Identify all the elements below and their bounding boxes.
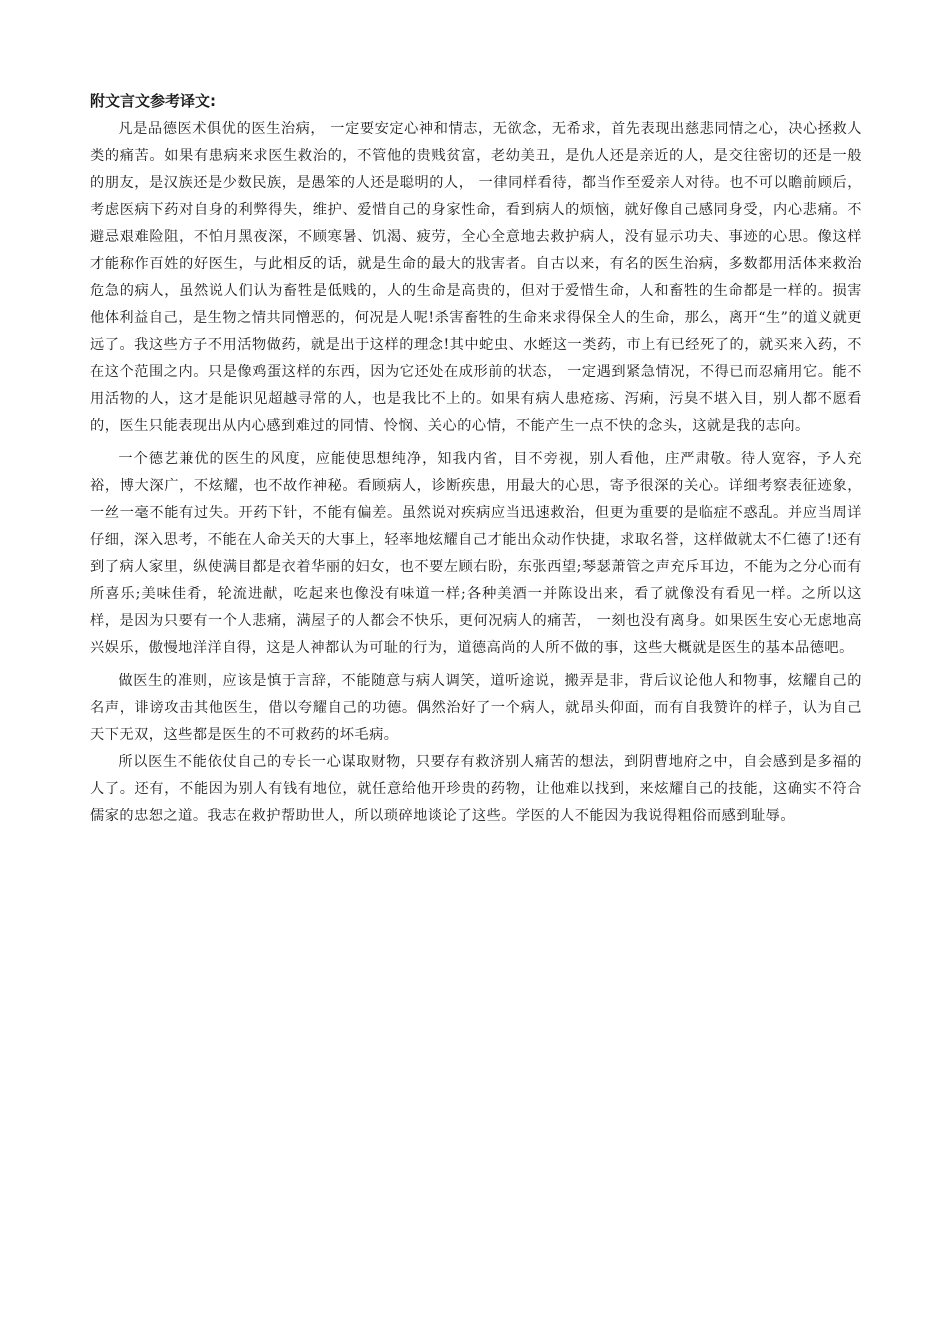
section-heading: 附文言文参考译文: bbox=[90, 92, 216, 110]
document-page bbox=[90, 88, 862, 836]
paragraph-2: 一个德艺兼优的医生的风度，应能使思想纯净，知我内省，目不旁视，别人看他，庄严肃敬。待人宽容，予人充裕，博大深广，不炫耀，也不故作神秘。看顾病人，诊断疾患，用最大的心思，寄予很深的关心。详细考察表征迹象， 一丝一毫不能有过失。开药下针，不能有偏差。虽然说对疾病应当迅速救治，但更为重要的是临症不惑乱。并应当周详仔细，深入思考，不能在人命关天的大事上，轻率地炫耀自己才能出众动作快捷，求取名誉，这样做就太不仁德了!还有到了病人家里，纵使满目都是衣着华丽的妇女，也不要左顾右盼，东张西望;琴瑟萧管之声充斥耳边，不能为之分心而有所喜乐;美味佳肴，轮流进献，吃起来也像没有味道一样;各种美酒一并陈设出来，看了就像没有看见一样。之所以这样，是因为只要有一个人悲痛，满屋子的人都会不快乐，更何况病人的痛苦， 一刻也没有离身。如果医生安心无虑地高兴娱乐，傲慢地洋洋自得，这是人神都认为可耻的行为，道德高尚的人所不做的事，这些大概就是医生的基本品德吧。 bbox=[90, 451, 862, 656]
paragraph-4: 所以医生不能依仗自己的专长一心谋取财物，只要存有救济别人痛苦的想法，到阴曹地府之中，自会感到是多福的人了。还有，不能因为别人有钱有地位，就任意给他开珍贵的药物，让他难以找到，来炫耀自己的技能，这确实不符合儒家的忠恕之道。我志在救护帮助世人，所以琐碎地谈论了这些。学医的人不能因为我说得粗俗而感到耻辱。 bbox=[90, 754, 862, 824]
paragraph-1: 凡是品德医术俱优的医生治病， 一定要安定心神和情志，无欲念，无希求，首先表现出慈悲同情之心，决心拯救人类的痛苦。如果有患病来求医生救治的，不管他的贵贱贫富，老幼美丑，是仇人还是亲近的人，是交往密切的还是一般的朋友，是汉族还是少数民族，是愚笨的人还是聪明的人， 一律同样看待，都当作至爱亲人对待。也不可以瞻前顾后，考虑医病下药对自身的利弊得失，维护、爱惜自己的身家性命，看到病人的烦恼，就好像自己感同身受，内心悲痛。不避忌艰难险阻，不怕月黑夜深，不顾寒暑、饥渴、疲劳，全心全意地去救护病人，没有显示功夫、事迹的心思。像这样才能称作百姓的好医生，与此相反的话，就是生命的最大的戕害者。自古以来，有名的医生治病，多数都用活体来救治危急的病人，虽然说人们认为畜牲是低贱的，人的生命是高贵的，但对于爱惜生命，人和畜牲的生命都是一样的。损害他体利益自己，是生物之情共同憎恶的，何况是人呢!杀害畜牲的生命来求得保全人的生命，那么，离开“生”的道义就更远了。我这些方子不用活物做药，就是出于这样的理念!其中蛇虫、水蛭这一类药，市上有已经死了的，就买来入药，不在这个范围之内。只是像鸡蛋这样的东西，因为它还处在成形前的状态， 一定遇到紧急情况，不得已而忍痛用它。能不用活物的人，这才是能识见超越寻常的人，也是我比不上的。如果有病人患疮疡、泻痢，污臭不堪入目，别人都不愿看的，医生只能表现出从内心感到难过的同情、怜悯、关心的心情，不能产生一点不快的念头，这就是我的志向。 bbox=[90, 121, 862, 434]
paragraph-3: 做医生的准则，应该是慎于言辞，不能随意与病人调笑，道听途说，搬弄是非，背后议论他人和物事，炫耀自己的名声，诽谤攻击其他医生，借以夸耀自己的功德。偶然治好了一个病人，就昂头仰面，而有自我赞许的样子，认为自己天下无双，这些都是医生的不可救药的坏毛病。 bbox=[90, 673, 862, 743]
